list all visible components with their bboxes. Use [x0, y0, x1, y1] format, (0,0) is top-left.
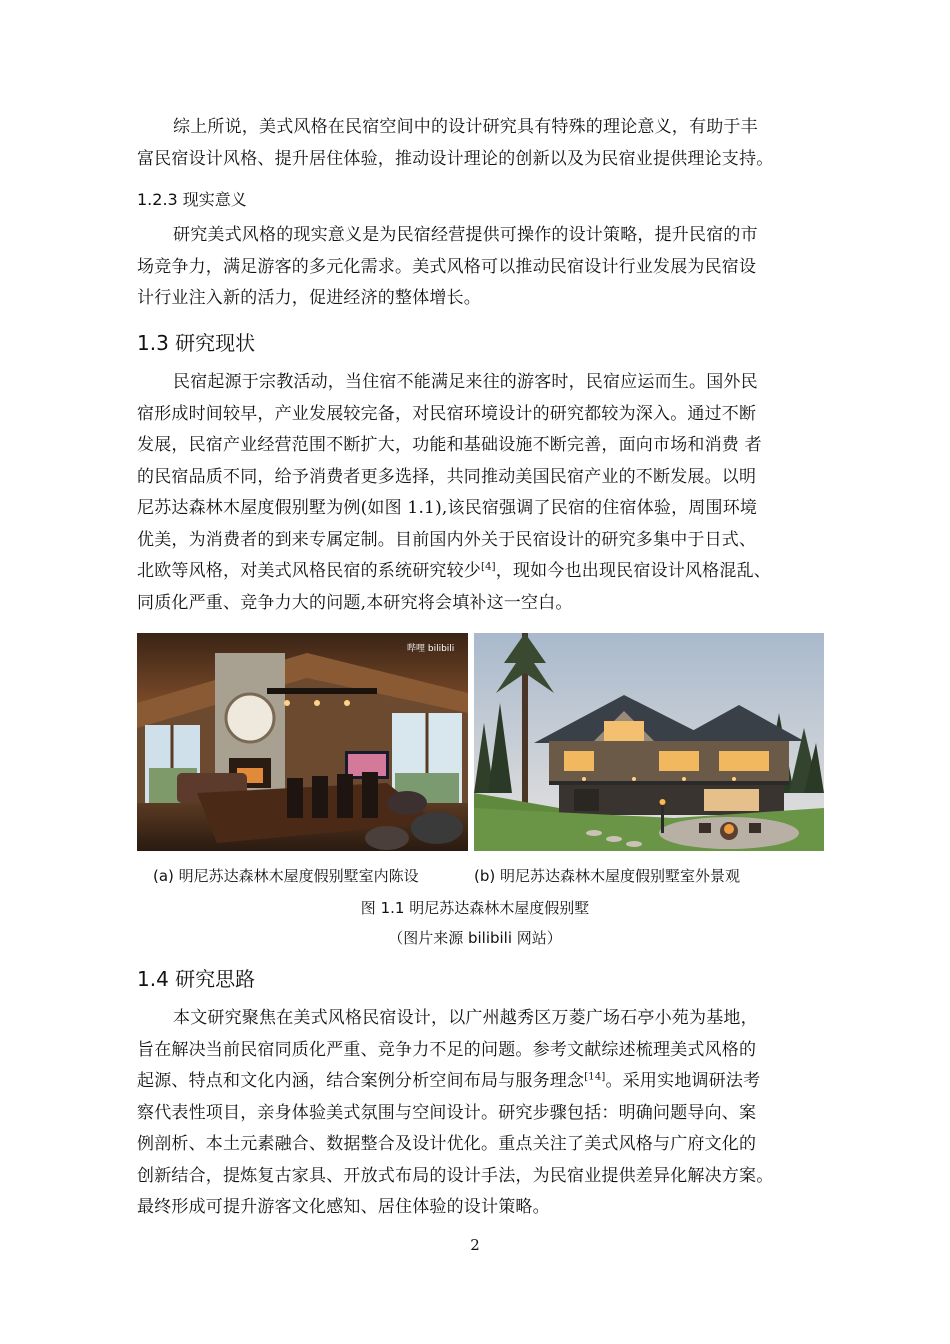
bilibili-watermark: 哔哩 bilibili [407, 644, 455, 654]
exterior-photo-illustration [474, 633, 824, 851]
section-heading-1-4: 1.4 研究思路 [137, 967, 256, 991]
text-line [137, 1066, 837, 1098]
paragraph-research-status [137, 367, 837, 619]
text-run: 。采用实地调研法考 [605, 1071, 761, 1091]
text-line: 旨在解决当前民宿同质化严重、竞争力不足的问题。参考文献综述梳理美式风格的 [137, 1039, 757, 1060]
figure-caption-main: 图 1.1 明尼苏达森林木屋度假别墅 [360, 899, 590, 917]
paragraph-theoretical-summary [137, 112, 837, 175]
text-line: 场竞争力，满足游客的多元化需求。美式风格可以推动民宿设计行业发展为民宿设 [137, 256, 757, 277]
text-line [137, 556, 837, 588]
section-heading-1-3: 1.3 研究现状 [137, 331, 256, 355]
text-line: 研究美式风格的现实意义是为民宿经营提供可操作的设计策略，提升民宿的市 [173, 225, 758, 245]
text-line: 本文研究聚焦在美式风格民宿设计，以广州越秀区万菱广场石亭小苑为基地， [173, 1008, 758, 1028]
text-run: ，现如今也出现民宿设计风格混乱、 [495, 561, 771, 581]
text-line: 例剖析、本土元素融合、数据整合及设计优化。重点关注了美式风格与广府文化的 [137, 1134, 757, 1154]
text-line: 综上所说，美式风格在民宿空间中的设计研究具有特殊的理论意义，有助于丰 [173, 117, 758, 137]
figure-image-interior [137, 633, 468, 851]
text-line: 最终形成可提升游客文化感知、居住体验的设计策略。 [137, 1197, 550, 1217]
text-run: 起源、特点和文化内涵，结合案例分析空间布局与服务理念 [137, 1071, 585, 1091]
figure-caption-a: (a) 明尼苏达森林木屋度假别墅室内陈设 [153, 867, 419, 885]
text-line: 发展，民宿产业经营范围不断扩大，功能和基础设施不断完善，面向市场和消费 者 [137, 435, 762, 455]
text-line: 计行业注入新的活力，促进经济的整体增长。 [137, 288, 481, 308]
section-heading-1-2-3: 1.2.3 现实意义 [137, 190, 247, 209]
figure-caption-b: (b) 明尼苏达森林木屋度假别墅室外景观 [474, 867, 740, 885]
text-line: 宿形成时间较早，产业发展较完备，对民宿环境设计的研究都较为深入。通过不断 [137, 403, 757, 424]
paragraph-practical-significance [137, 220, 837, 315]
text-line: 察代表性项目，亲身体验美式氛围与空间设计。研究步骤包括：明确问题导向、案 [137, 1102, 757, 1123]
text-line: 创新结合，提炼复古家具、开放式布局的设计手法，为民宿业提供差异化解决方案。 [137, 1165, 774, 1186]
text-line: 同质化严重、竞争力大的问题,本研究将会填补这一空白。 [137, 592, 573, 613]
text-line: 优美，为消费者的到来专属定制。目前国内外关于民宿设计的研究多集中于日式、 [137, 529, 757, 550]
figure-image-exterior [474, 633, 824, 851]
citation-ref-14: [14] [584, 1071, 606, 1083]
interior-photo-illustration [137, 633, 468, 851]
paragraph-research-approach [137, 1003, 837, 1224]
text-line: 的民宿品质不同，给予消费者更多选择，共同推动美国民宿产业的不断发展。以明 [137, 466, 757, 487]
citation-ref-4: [4] [481, 561, 496, 573]
text-line: 富民宿设计风格、提升居住体验，推动设计理论的创新以及为民宿业提供理论支持。 [137, 148, 774, 169]
text-line: 尼苏达森林木屋度假别墅为例(如图 1.1),该民宿强调了民宿的住宿体验，周围环境 [137, 498, 758, 518]
text-line: 民宿起源于宗教活动，当住宿不能满足来往的游客时，民宿应运而生。国外民 [173, 372, 758, 392]
text-run: 北欧等风格，对美式风格民宿的系统研究较少 [137, 561, 481, 581]
figure-caption-source: （图片来源 bilibili 网站） [388, 929, 562, 947]
page-number: 2 [470, 1236, 480, 1254]
